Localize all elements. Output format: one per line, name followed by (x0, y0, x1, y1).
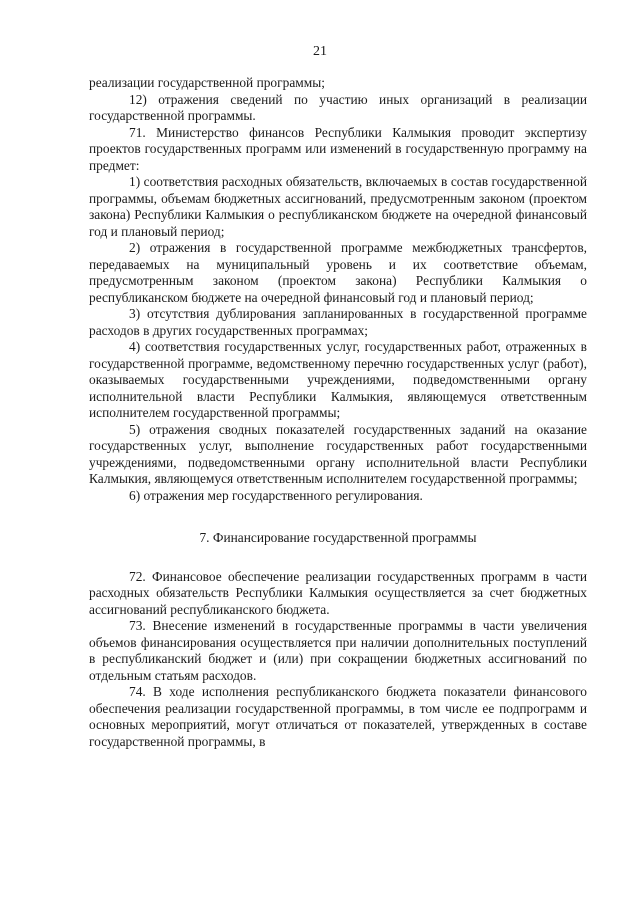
paragraph: 6) отражения мер государственного регулирования. (129, 487, 423, 503)
paragraph: 74. В ходе исполнения республиканского бюджета показатели финансового обеспечения реализации государственной программы, в том числе ее подпрограмм и основных мероприятий, могут отличаться от показателей, утвержденных в составе государственной программы, в (89, 684, 587, 749)
paragraph: 1) соответствия расходных обязательств, включаемых в состав государственной программы, объемам бюджетных ассигнований, предусмотренным законом (проектом закона) Республики Калмыкия о республиканском бюджете на очередной финансовый год и плановый период; (89, 174, 587, 239)
section-heading: 7. Финансирование государственной программы (199, 530, 477, 545)
paragraph: 5) отражения сводных показателей государственных заданий на оказание государственных услуг, выполнение государственных работ государственными учреждениями, подведомственными органу исполнительной власти Республики Калмыкия, являющемуся ответственным исполнителем государственной программы; (89, 421, 587, 486)
paragraph: 71. Министерство финансов Республики Калмыкия проводит экспертизу проектов государственных программ или изменений в государственную программу на предмет: (89, 124, 587, 173)
paragraph: 72. Финансовое обеспечение реализации государственных программ в части расходных обязательств Республики Калмыкия осуществляется за счет бюджетных ассигнований республиканского бюджета. (89, 568, 587, 617)
paragraph: 3) отсутствия дублирования запланированных в государственной программе расходов в других государственных программах; (89, 306, 587, 338)
paragraph: 2) отражения в государственной программе межбюджетных трансфертов, передаваемых на муниципальный уровень и их соответствие объемам, предусмотренным законом (проектом закона) Республики Калмыкия о республиканском бюджете на очередной финансовый год и плановый период; (89, 240, 587, 305)
paragraph: 73. Внесение изменений в государственные программы в части увеличения объемов финансирования осуществляется при наличии дополнительных поступлений в республиканский бюджет и (или) при сокращении бюджетных ассигнований по отдельным статьям расходов. (89, 618, 587, 683)
paragraphs-before (89, 75, 587, 504)
document-body (89, 75, 587, 750)
paragraph: 4) соответствия государственных услуг, государственных работ, отраженных в государственной программе, ведомственному перечню государственных услуг (работ), оказываемых государственными учреждениями, подведомственными органу исполнительной власти Республики Калмыкия, являющемуся ответственным исполнителем государственной программы; (89, 339, 587, 420)
paragraphs-after (89, 569, 587, 751)
paragraph: 12) отражения сведений по участию иных организаций в реализации государственной программы. (89, 91, 587, 123)
page-number: 21 (313, 44, 327, 59)
paragraph: реализации государственной программы; (89, 75, 325, 90)
